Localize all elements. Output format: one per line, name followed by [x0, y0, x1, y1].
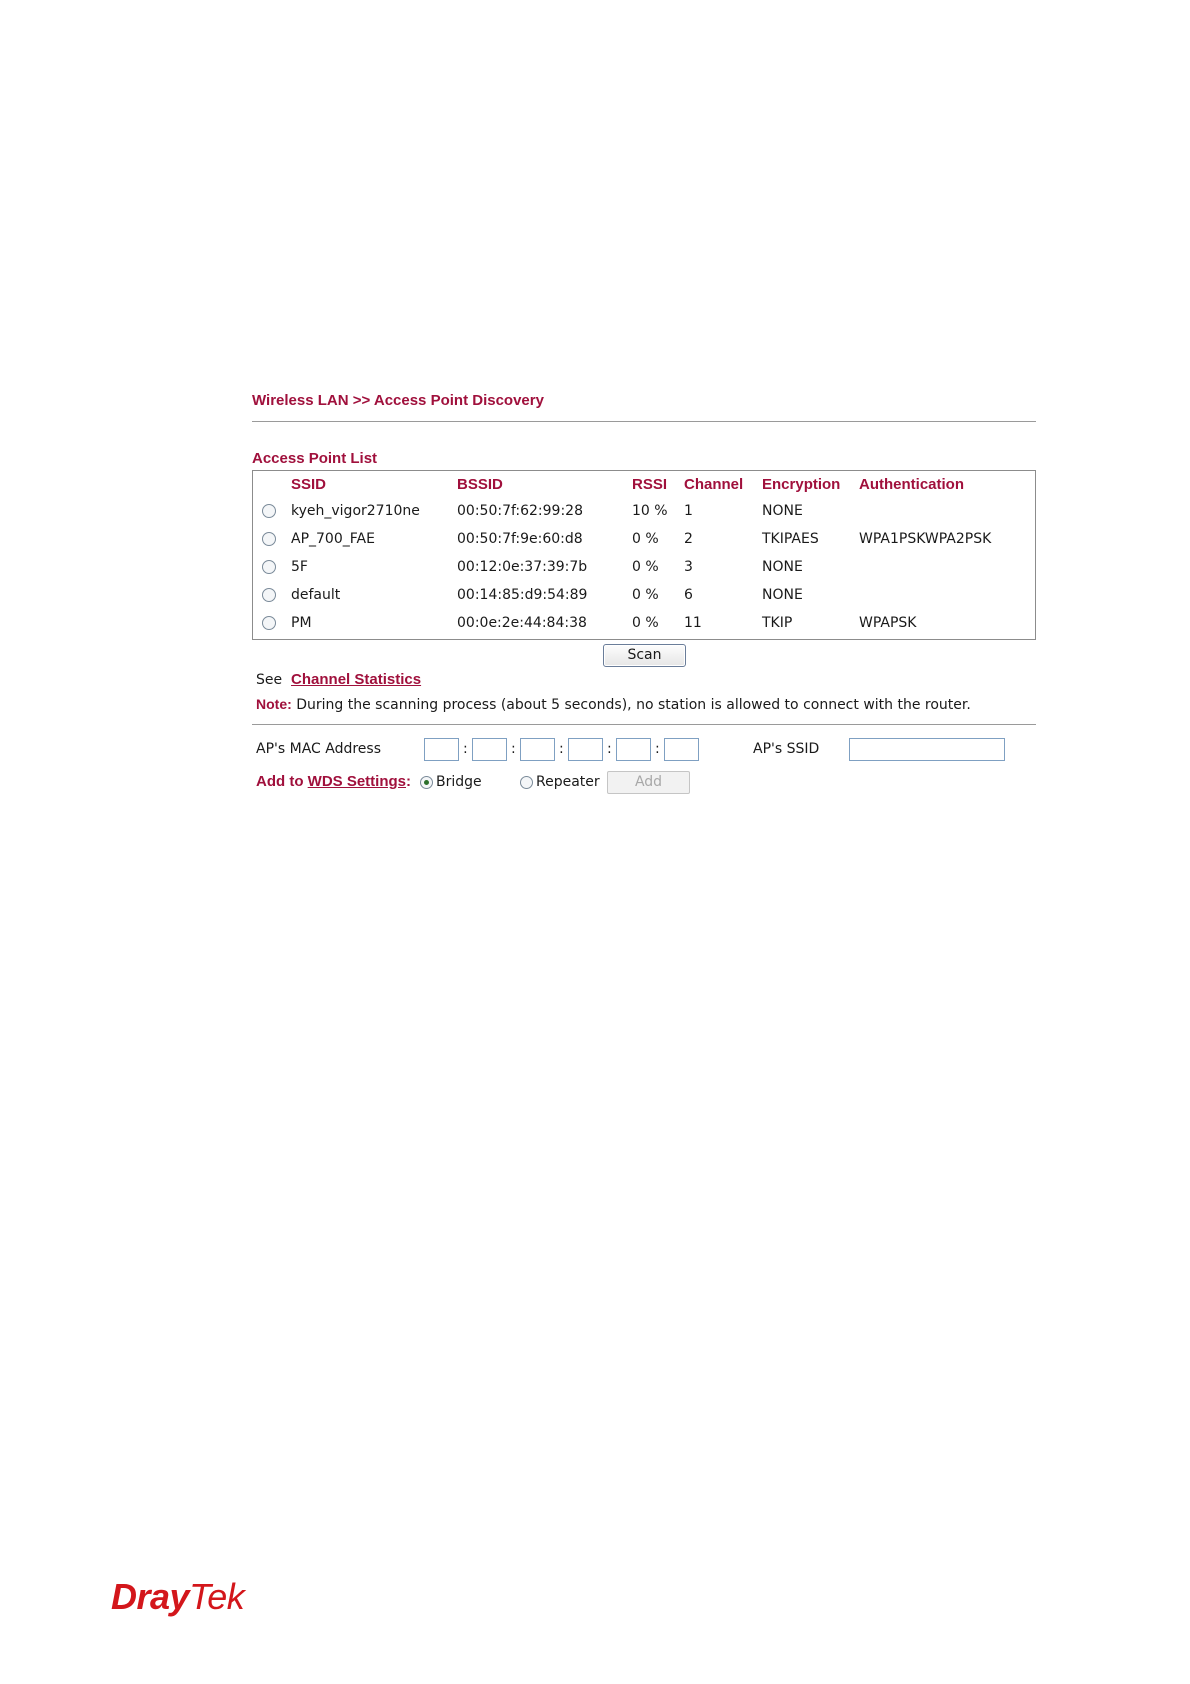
channel-statistics-link[interactable]: Channel Statistics — [291, 671, 422, 688]
repeater-radio[interactable] — [520, 776, 533, 789]
wds-label-suffix: : — [406, 773, 411, 790]
note-text: During the scanning process (about 5 seconds), no station is allowed to connect with the router. — [296, 697, 971, 713]
cell-rssi: 0 % — [632, 531, 659, 547]
ap-select-radio[interactable] — [262, 532, 276, 546]
ap-select-radio[interactable] — [262, 616, 276, 630]
cell-ssid: kyeh_vigor2710ne — [291, 503, 420, 519]
mac-separator: : — [655, 741, 660, 757]
cell-authentication — [859, 581, 1035, 609]
cell-encryption: TKIP — [762, 615, 793, 631]
wds-label — [256, 773, 411, 790]
cell-rssi: 0 % — [632, 559, 659, 575]
column-header-authentication: Authentication — [859, 475, 964, 493]
see-text: See — [256, 672, 283, 688]
mac-separator: : — [511, 741, 516, 757]
draytek-logo — [111, 1576, 244, 1618]
bridge-radio[interactable] — [420, 776, 433, 789]
mac-octet-6-input[interactable] — [664, 738, 699, 761]
ap-select-radio[interactable] — [262, 588, 276, 602]
repeater-option[interactable] — [520, 774, 600, 790]
scan-note — [256, 696, 971, 713]
wds-label-prefix: Add to — [256, 773, 308, 790]
column-header-channel: Channel — [684, 475, 744, 493]
repeater-label: Repeater — [536, 774, 600, 790]
mac-octet-5-input[interactable] — [616, 738, 651, 761]
cell-encryption: NONE — [762, 587, 803, 603]
note-label: Note: — [256, 696, 292, 712]
cell-rssi: 0 % — [632, 615, 659, 631]
cell-ssid: 5F — [291, 559, 308, 575]
logo-tek: Tek — [189, 1576, 245, 1617]
cell-bssid: 00:50:7f:9e:60:d8 — [457, 531, 583, 547]
cell-bssid: 00:50:7f:62:99:28 — [457, 503, 583, 519]
ap-select-radio[interactable] — [262, 504, 276, 518]
bridge-label: Bridge — [436, 774, 482, 790]
mac-octet-2-input[interactable] — [472, 738, 507, 761]
mac-separator: : — [607, 741, 612, 757]
cell-authentication: WPAPSK — [859, 615, 917, 631]
cell-authentication — [859, 497, 1035, 525]
cell-channel: 1 — [684, 503, 693, 519]
column-header-bssid: BSSID — [457, 475, 503, 493]
channel-stats-row — [256, 671, 421, 688]
mac-address-row — [256, 738, 1036, 764]
mac-separator: : — [559, 741, 564, 757]
cell-channel: 6 — [684, 587, 693, 603]
table-header-row — [253, 471, 1035, 497]
cell-channel: 3 — [684, 559, 693, 575]
cell-encryption: NONE — [762, 559, 803, 575]
ap-select-radio[interactable] — [262, 560, 276, 574]
scan-button[interactable]: Scan — [603, 644, 686, 667]
cell-encryption: NONE — [762, 503, 803, 519]
table-row[interactable] — [253, 497, 1035, 525]
cell-ssid: PM — [291, 615, 312, 631]
mac-address-label: AP's MAC Address — [256, 741, 382, 757]
column-header-ssid: SSID — [291, 475, 327, 493]
cell-bssid: 00:12:0e:37:39:7b — [457, 559, 588, 575]
title-divider — [252, 421, 1036, 422]
add-button[interactable]: Add — [607, 771, 690, 794]
cell-rssi: 10 % — [632, 503, 668, 519]
cell-ssid: AP_700_FAE — [291, 531, 375, 547]
mac-octet-3-input[interactable] — [520, 738, 555, 761]
wds-settings-link[interactable]: WDS Settings — [307, 773, 406, 790]
ap-list-table — [253, 471, 1035, 637]
cell-authentication — [859, 553, 1035, 581]
cell-encryption: TKIPAES — [762, 531, 819, 547]
section-divider — [252, 724, 1036, 725]
cell-authentication: WPA1PSKWPA2PSK — [859, 531, 992, 547]
ap-list-box — [252, 470, 1036, 640]
mac-separator: : — [463, 741, 468, 757]
cell-channel: 11 — [684, 615, 702, 631]
cell-rssi: 0 % — [632, 587, 659, 603]
bridge-option[interactable] — [420, 774, 482, 790]
ap-list-title: Access Point List — [252, 450, 378, 467]
cell-channel: 2 — [684, 531, 693, 547]
cell-bssid: 00:0e:2e:44:84:38 — [457, 615, 587, 631]
page-title: Wireless LAN >> Access Point Discovery — [252, 392, 544, 409]
table-row[interactable] — [253, 553, 1035, 581]
wds-row — [256, 771, 1036, 795]
cell-bssid: 00:14:85:d9:54:89 — [457, 587, 588, 603]
column-header-rssi: RSSI — [632, 475, 668, 493]
mac-octet-4-input[interactable] — [568, 738, 603, 761]
table-row[interactable] — [253, 581, 1035, 609]
cell-ssid: default — [291, 587, 341, 603]
table-row[interactable] — [253, 609, 1035, 637]
ap-ssid-label: AP's SSID — [753, 741, 820, 757]
ap-ssid-input[interactable] — [849, 738, 1005, 761]
mac-octet-1-input[interactable] — [424, 738, 459, 761]
logo-dray: Dray — [111, 1576, 190, 1617]
column-header-encryption: Encryption — [762, 475, 841, 493]
table-row[interactable] — [253, 525, 1035, 553]
